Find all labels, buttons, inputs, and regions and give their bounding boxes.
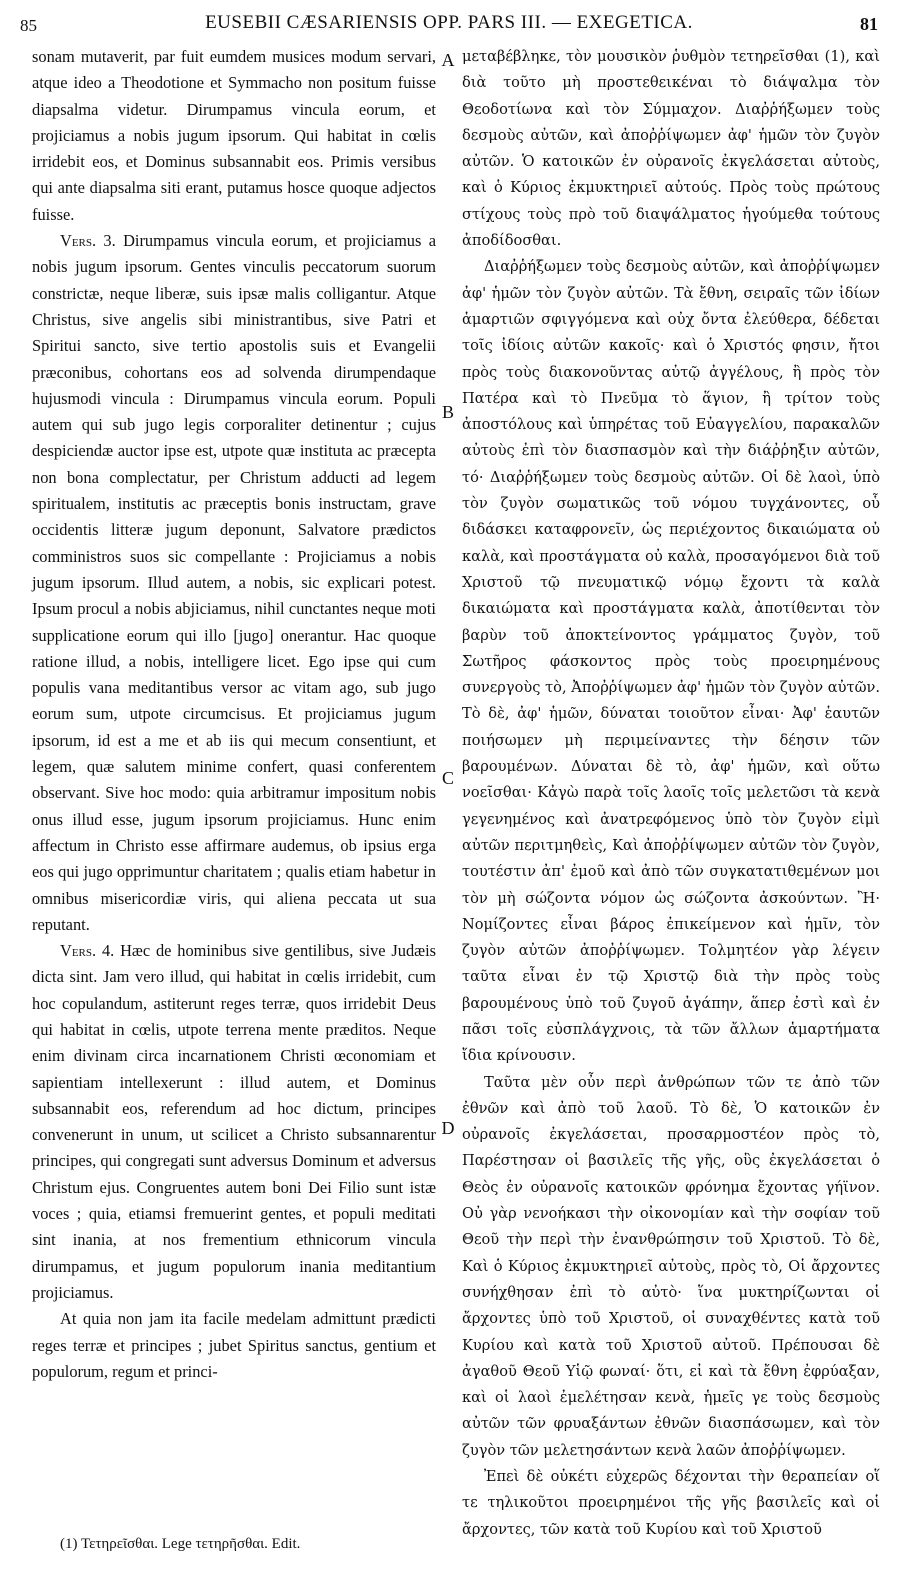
greek-paragraph-3: Ταῦτα μὲν οὖν περὶ ἀνθρώπων τῶν τε ἀπὸ τῶν ἐθνῶν καὶ ἀπὸ τοῦ λαοῦ. Τὸ δὲ, Ὁ κατοικῶν ἐν οὐρανοῖς ἐκγελάσεται, προσαρμοστέον πρὸς τὸ, Παρέστησαν οἱ βασιλεῖς τῆς γῆς, οὓς ἐκγελάσεται ὁ Θεὸς ἐν οὐρανοῖς κατοικῶν φρόνημα ἔχοντας γήϊνον. Οὐ γὰρ νενοήκασι τὴν οἰκονομίαν καὶ τὴν σοφίαν τοῦ Θεοῦ τὴν περὶ τὴν ἐνανθρώπησιν τοῦ Χριστοῦ. Τὸ δὲ, Καὶ ὁ Κύριος ἐκμυκτηριεῖ αὐτοὺς, πρὸς τὸ, Οἱ ἄρχοντες συνήχθησαν ἐπὶ τὸ αὐτὸ· ἵνα μυκτηρίζωνται οἱ ἄρχοντες ὑπὸ τοῦ Χριστοῦ, οἱ συναχθέντες κατὰ τοῦ Κυρίου καὶ κατὰ τοῦ Χριστοῦ αὐτοῦ. Πρέπουσαι δὲ ἀγαθοῦ Θεοῦ Υἱῷ φωναί· ὅτι, εἰ καὶ τὰ ἔθνη ἐφρύαξαν, καὶ οἱ λαοὶ ἐμελέτησαν κενὰ, ἡμεῖς γε τοὺς δεσμοὺς αὐτῶν τῶν φρυαξάντων ἐθνῶν διασπάσωμεν, καὶ τὸν ζυγὸν τῶν μελετησάντων κενὰ λαῶν ἀποῤῥίψωμεν. [462,1073,880,1459]
footnote: (1) Τετηρεῖσθαι. Lege τετηρῆσθαι. Edit. [60,1536,301,1552]
latin-paragraph-2 [32,228,436,938]
margin-letter-d: D [441,1118,455,1138]
margin-letter-b: B [441,402,454,422]
margin-letter-a: A [441,50,455,70]
page-number-right: 81 [860,14,878,34]
running-header [14,6,884,36]
greek-paragraph-1: μεταβέβληκε, τὸν μουσικὸν ῥυθμὸν τετηρεῖσθαι (1), καὶ διὰ τοῦτο μὴ προστεθεικέναι τὸ διάψαλμα τὸν Θεοδοτίωνα καὶ τὸν Σύμμαχον. Διαῤῥήξωμεν τοὺς δεσμοὺς αὐτῶν, καὶ ἀποῤῥίψωμεν ἀφ' ἡμῶν τὸν ζυγὸν αὐτῶν. Ὁ κατοικῶν ἐν οὐρανοῖς ἐκγελάσεται αὐτοὺς, καὶ ὁ Κύριος ἐκμυκτηριεῖ αὐτούς. Πρὸς τοὺς πρώτους στίχους τοὺς πρὸ τοῦ διαψάλματος ἡγούμεθα τούτους ἀποδίδοσθαι. [462,48,880,250]
latin-column [32,44,436,1385]
verse-label: Vers. 4. [60,941,115,961]
latin-paragraph-4: At quia non jam ita facile medelam admittunt prædicti reges terræ et principes ; jubet Spiritus sanctus, gentium et populorum, regum et princi- [32,1309,436,1381]
greek-paragraph-4: Ἐπεὶ δὲ οὐκέτι εὐχερῶς δέχονται τὴν θεραπείαν οἵ τε τηλικοῦτοι προειρημένοι τῆς γῆς βασιλεῖς καὶ οἱ ἄρχοντες, τῶν κατὰ τοῦ Κυρίου καὶ τοῦ Χριστοῦ [462,1468,880,1538]
greek-paragraph-2: Διαῤῥήξωμεν τοὺς δεσμοὺς αὐτῶν, καὶ ἀποῤῥίψωμεν ἀφ' ἡμῶν τὸν ζυγὸν αὐτῶν. Τὰ ἔθνη, σειραῖς τῶν ἰδίων ἁμαρτιῶν σφιγγόμενα καὶ οὐχ ὄντα ἐλεύθερα, δέδεται τοῖς ἰδίοις αὐτῶν κακοῖς· καὶ ὁ Χριστός φησιν, ἤτοι πρὸς τοὺς διακονοῦντας αὐτῷ ἀγγέλους, ἢ πρὸς τὸν Πατέρα καὶ τὸ Πνεῦμα τὸ ἅγιον, ἢ τρίτον τοὺς ἀποστόλους καὶ ὑπηρέτας τοῦ Εὐαγγελίου, παρακαλῶν αὐτοὺς ἐπὶ τὸν διασπασμὸν καὶ τὴν διάῤῥηξιν αὐτῶν, τό· Διαῤῥήξωμεν τοὺς δεσμοὺς αὐτῶν. Οἱ δὲ λαοὶ, ὑπὸ τὸν ζυγὸν σωματικῶς τοῦ νόμου τυγχάνοντες, οὗ διδάσκει καταφρονεῖν, ὡς περιέχοντος δικαιώματα οὐ καλὰ, καὶ προστάγματα οὐ καλὰ, προσαγόμενοι διὰ τοῦ Χριστοῦ τῷ πνευματικῷ νόμῳ ἔχοντι τὰ καλὰ δικαιώματα καὶ προστάγματα καλὰ, ἀποτίθενται τὸν βαρὺν τοῦ ἀποκτείνοντος γράμματος ζυγὸν, τοῦ Σωτῆρος φάσκοντος πρὸς τοὺς προειρημένους συνεργοὺς τὸ, Ἀποῤῥίψωμεν ἀφ' ἡμῶν τὸν ζυγὸν αὐτῶν. Τὸ δὲ, ἀφ' ἡμῶν, δύναται τοιοῦτον εἶναι· Ἀφ' ἑαυτῶν ποιήσωμεν μὴ περιμείναντες τὴν δέησιν τῶν βαρουμένων. Δύναται δὲ τὸ, ἀφ' ἡμῶν, καὶ οὕτω νοεῖσθαι· Κἀγὼ παρὰ τοῖς λαοῖς τοῖς μελετῶσι τὰ κενὰ γεγενημένος καὶ ἀνατρεφόμενος ὑπὸ τὸν ζυγὸν εἰμὶ αὐτῶν περιτμηθεὶς, Καὶ ἀποῤῥίψωμεν αὐτῶν τὸν ζυγὸν, τουτέστιν ἀπ' ἐμοῦ καὶ ἀπὸ τῶν συγκατατιθεμένων μοι τὸν μὴ σώζοντα νόμον ὡς σώζοντα ἀσκούντων. Ἢ· Νομίζοντες εἶναι βάρος ἐπικείμενον καὶ ἡμῖν, τὸν ζυγὸν αὐτῶν ἀποῤῥίψωμεν. Τολμητέον γὰρ λέγειν ταῦτα εἶναι ἐν τῷ Χριστῷ διὰ τὴν πρὸς τοὺς βαρουμένους ὑπὸ τοῦ ζυγοῦ ἀγάπην, ἅπερ ἐστὶ καὶ ἐν πᾶσι τοῖς εὐσπλάγχνοις, τὰ τῶν ἄλλων ἁμαρτήματα ἴδια κρίνουσιν. [462,258,880,1065]
margin-letter-c: C [441,768,454,788]
greek-column [462,44,880,1543]
running-title: EUSEBII CÆSARIENSIS OPP. PARS III. — EXEGETICA. [205,12,693,33]
latin-paragraph-1: sonam mutaverit, par fuit eumdem musices modum servari, atque ideo a Theodotione et Symmacho non positum fuisse diapsalma videtur. Dirumpamus vincula eorum, et projiciamus a nobis jugum ipsorum. Qui habitat in cœlis irridebit eos, et Dominus subsannabit eos. Primis versibus qui ante diapsalma siti erant, putamus hosce quoque adjectos fuisse. [32,47,436,224]
page-number-left: 85 [20,16,37,35]
latin-paragraph-3 [32,938,436,1306]
latin-paragraph-2-text: Dirumpamus vincula eorum, et projiciamus a nobis jugum ipsorum. Gentes vinculis peccatorum suorum constrictæ, neque liberæ, suis ipsæ malis colligantur. Atque Christus, sive angelis sibi ministrantibus, sive Patri et Spiritui sancto, sive tertio apostolis suis et Evangelii præconibus, cohortans eos ad solvenda dirumpendaque hujusmodi vincula : Dirumpamus vincula eorum. Populi autem qui sub jugo legis corporaliter detinentur ; cujus despiciendæ auctor ipse est, utpote quæ instituta ac præcepta non bona complectatur, per Christum adducti ad legem spiritualem, institutis ac præceptis bonis instructam, grave occidentis litteræ jugum deponunt, Salvatore prædictos comministros suos sic compellante : Projiciamus a nobis jugum ipsorum. Illud autem, a nobis, sic explicari potest. Ipsum procul a nobis abjiciamus, nihil cunctantes neque moti supplicatione eorum qui illo [jugo] onerantur. Hac quoque ratione illud, a nobis, intelligere licet. Ego ipse qui cum populis vana meditantibus versor ac vitam ago, sub jugo eorum sum, utpote circumcisus. Et projiciamus jugum ipsorum, id est a me et ab iis qui mecum consentiunt, et legem, quæ salutem minime confert, quasi conferentem observant. Sive hoc modo: quia arbitramur impositum nobis onus illud esse, jugum ipsorum projiciamus. Hunc enim affectum in Christo esse affirmare audemus, ob ipsius erga eos qui jugo opprimuntur charitatem ; qualis etiam habetur in omnibus misericordiæ viris, qui aliena peccata ut sua reputant. [32,231,436,934]
latin-paragraph-3-text: Hæc de hominibus sive gentilibus, sive Judæis dicta sint. Jam vero illud, qui habitat in cœlis irridebit, cum hoc copulandum, astiterunt reges terræ, quos irridebit Deus qui habitat in cœlis, utpote terrena mente præditos. Neque enim divinam circa incarnationem Christi œconomiam et sapientiam intellexerunt : illud autem, et Dominus subsannabit eos, referendum ad hoc dictum, principes convenerunt in unum, ut scilicet a Christo subsannarentur principes, qui congregati sunt adversus Dominum et adversus Christum ejus. Congruentes autem boni Dei Filio sunt istæ voces ; quia, etiamsi fremuerint gentes, et populi meditati sint inania, at nos frementium ethnicorum vincula dirumpamus, et jugum populorum inania meditantium projiciamus. [32,941,437,1302]
verse-label: Vers. 3. [60,231,116,251]
